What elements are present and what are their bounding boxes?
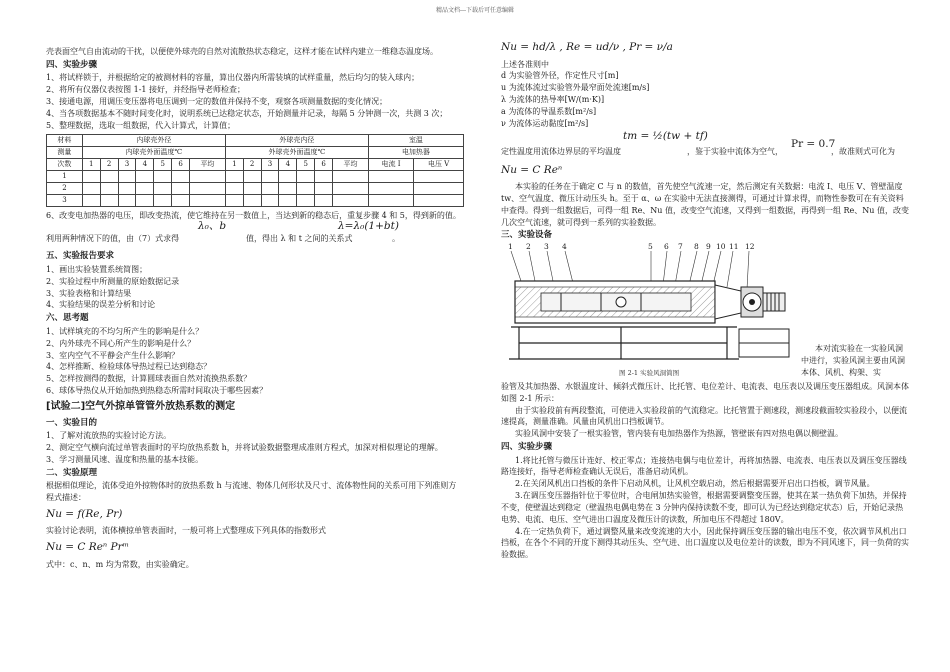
figure-area: [501, 243, 911, 381]
figure-label: 2: [526, 241, 531, 251]
tm-text-c: ，故准则式可化为: [831, 146, 895, 156]
table-cell: 6: [315, 158, 333, 170]
procedure-step: 2.在关闭风机出口挡板的条件下启动风机，让风机空载启动，然后根据需要开启出口挡板，调节风量。: [515, 479, 875, 489]
procedure-step: 1.将比托管与微压计连好、校正零点；连接热电偶与电位差计，再将加热器、电流表、电压表以及调压变压器线路连接好，指导老师检查确认无误后，准备启动风机。: [501, 455, 907, 477]
figure-label: 11: [729, 241, 739, 251]
table-cell: 3: [261, 158, 279, 170]
table-cell: 内球壳外径: [82, 134, 225, 146]
task-paragraph: 本实验的任务在于确定 C 与 n 的数值，首先使空气流速一定，然后测定有关数据：电流 I、电压 V、管壁温度 tw、空气温度、微压计动压头 h。至于 α、ω 在实验中无法直接测得，可通过计算求得，而物性参数可在有关资料中查得。得到一组数据后，可得一组 Re、Nu 值，改变空气流速，又得到一组数据，再得到一组 Re、Nu 值，改变几次空气流速，就可得到一系列的实验数据。: [501, 182, 909, 227]
table-row: [47, 182, 464, 194]
table-cell: 平均: [190, 158, 226, 170]
table-cell: 2: [243, 158, 261, 170]
table-cell: 4: [279, 158, 297, 170]
table-cell: 测量: [47, 146, 83, 158]
list-item: 4、怎样推断、检验球体导热过程已达到稳态？: [46, 362, 212, 372]
principle-paragraph: 根据相似理论，流体受迫外掠物体时的放热系数 h 与流速、物体几何形状及尺寸、流体物性间的关系可用下列准则方程式描述：: [46, 481, 457, 503]
formula-pr: Pr = 0.7: [791, 137, 836, 150]
table-cell: 外球壳外面温度℃: [225, 146, 368, 158]
list-item: 5、整理数据，选取一组数据，代入计算式，计算值；: [46, 120, 236, 130]
definition-line: λ 为流体的热导率[W/(m·K)]: [501, 95, 605, 105]
principle-paragraph-3: 式中：c、n、m 均为常数，由实验确定。: [46, 559, 194, 569]
definition-line: 上述各准则中: [501, 59, 549, 69]
relation-end: 。: [392, 234, 400, 244]
figure-label: 1: [508, 241, 513, 251]
list-item: 2、实验过程中所测量的原始数据记录: [46, 276, 180, 286]
table-cell: 内球壳外面温度℃: [82, 146, 225, 158]
table-cell: 2: [100, 158, 118, 170]
wind-tunnel-diagram: [501, 243, 801, 365]
figure-label: 8: [694, 241, 699, 251]
table-cell: 4: [136, 158, 154, 170]
section-heading-steps: 四、实验步骤: [46, 59, 98, 70]
page-header: 精品文档---下载后可任意编辑: [435, 7, 515, 14]
list-item: 1、了解对流放热的实验讨论方法。: [46, 431, 172, 441]
figure-label: 10: [716, 241, 726, 251]
figure-label: 12: [745, 241, 755, 251]
definition-line: d 为实验管外径，作定性尺寸[m]: [501, 71, 619, 81]
table-cell: 1: [225, 158, 243, 170]
table-row: [47, 170, 464, 182]
table-cell: 2: [47, 182, 83, 194]
table-cell: 电流 I: [368, 158, 413, 170]
table-cell: 室温: [368, 134, 463, 146]
section-heading-report: 五、实验报告要求: [46, 251, 115, 262]
section-heading-purpose: 一、实验目的: [46, 417, 98, 428]
experiment-two-title: [试验二]空气外掠单管管外放热系数的测定: [46, 400, 236, 412]
list-item: 2、测定空气横向流过单管表面时的平均放热系数 h，并将试验数据整理成准则方程式，加深对相似理论的理解。: [46, 443, 443, 453]
table-cell: 1: [47, 170, 83, 182]
principle-paragraph-2: 实验讨论表明，流体横掠单管表面时，一般可将上式整理成下列具体的指数形式: [46, 526, 326, 536]
table-cell: 电加热器: [368, 146, 463, 158]
section-heading-questions: 六、思考题: [46, 313, 89, 324]
formula-criteria: Nu = hd/λ , Re = ud/ν , Pr = ν/a: [501, 41, 673, 53]
figure-caption: 图 2-1 实验风洞简图: [619, 368, 680, 377]
measurement-table: [46, 134, 464, 207]
figure-label: 9: [706, 241, 711, 251]
list-item: 3、室内空气不平静会产生什么影响？: [46, 350, 180, 360]
table-cell: 3: [118, 158, 136, 170]
table-cell: 3: [47, 194, 83, 206]
list-item: 4、实验结果的误差分析和讨论: [46, 300, 156, 310]
definition-line: ν 为流体运动黏度[m²/s]: [501, 118, 589, 128]
table-cell: 次数: [47, 158, 83, 170]
relation-text-b: 值，得出 λ 和 t 之间的关系式: [246, 234, 353, 244]
formula-nu-c: Nu = C Reⁿ Prᵐ: [46, 541, 130, 554]
table-cell: 1: [82, 158, 100, 170]
list-item: 6、球体导热仪从开始加热到热稳态所需时间取决于哪些因素？: [46, 385, 268, 395]
relation-line: [46, 221, 464, 249]
list-item: 3、实验表格和计算结果: [46, 288, 132, 298]
equipment-paragraph-2: 由于实验段前有两段整流，可使进入实验段前的气流稳定。比托管置于测速段，测速段截面较实验段小，以便流速提高，测量准确。风量由风机出口挡板调节。: [501, 405, 907, 427]
equipment-paragraph: 验管及其加热器、水银温度计、倾斜式微压计、比托管、电位差计、电流表、电压表以及调压变压器组成。风洞本体如图 2-1 所示：: [501, 381, 909, 403]
list-item: 3、接通电源，用调压变压器将电压调到一定的数值并保持不变，观察各项测量数据的变化情况；: [46, 97, 388, 107]
figure-label: 3: [544, 241, 549, 251]
list-item: 3、学习测量风速、温度和热量的基本技能。: [46, 454, 204, 464]
procedure-step: 3.在调压变压器指针位于零位时，合电闸加热实验管，根据需要调整变压器，使其在某一热负荷下加热，并保持不变，使壁温达到稳定（壁温热电偶电势在 3 分钟内保持读数不变，即可认为已经达到稳定状态）后，开始记录热电势、电流、电压、空气进出口温度及微压计的读数，所加电压不得超过 180V。: [501, 491, 907, 524]
formula-nu-f: Nu = f(Re, Pr): [46, 507, 123, 520]
table-cell: 平均: [333, 158, 369, 170]
formula-tm: tm = ½(tw + tf): [623, 129, 708, 142]
right-column: [501, 40, 911, 561]
list-item: 2、将所有仪器仪表按图 1-1 接好，并经指导老师检查；: [46, 85, 246, 95]
lambda-formula: λ=λ₀(1+bt): [338, 220, 399, 233]
table-cell: 5: [154, 158, 172, 170]
table-row: [47, 194, 464, 206]
figure-label: 4: [562, 241, 567, 251]
figure-label: 7: [678, 241, 683, 251]
table-cell: 电压 V: [414, 158, 464, 170]
tm-text-a: 定性温度用流体边界层的平均温度: [501, 146, 621, 156]
step-six: 6、改变电加热器的电压，即改变热流，使它维持在另一数值上，当达到新的稳态后，重复步骤 4 和 5，得到新的值。: [46, 210, 461, 220]
equipment-paragraph-3: 实验风洞中安装了一根实验管，管内装有电加热器作为热源，管壁嵌有四对热电偶以侧壁温。: [515, 429, 843, 439]
list-item: 2、内外球壳不同心所产生的影响是什么？: [46, 338, 196, 348]
list-item: 1、画出实验装置系统简图；: [46, 264, 148, 274]
relation-text-a: 利用两种情况下的值，由（7）式求得: [46, 234, 180, 244]
lambda-b-symbol: λ₀、b: [198, 220, 227, 233]
section-heading-procedure: 四、实验步骤: [501, 442, 553, 453]
intro-paragraph: 壳表面空气自由流动的干扰，以便使外球壳的自然对流散热状态稳定，这样才能在试样内建立一维稳态温度场。: [46, 47, 438, 56]
figure-label: 5: [648, 241, 653, 251]
tm-text-b: ，鉴于实验中流体为空气，: [687, 146, 783, 156]
section-heading-principle: 二、实验原理: [46, 467, 98, 478]
tm-line: [501, 130, 911, 160]
definition-line: a 为流体的导温系数[m²/s]: [501, 106, 597, 116]
table-cell: 6: [172, 158, 190, 170]
figure-side-text: 本对流实验在一实验风洞中进行，实验风洞主要由风洞本体、风机、构架、实: [801, 343, 905, 377]
list-item: 1、将试样锁于，并根据给定的被测材料的容量，算出仪器内所需装填的试样重量，然后均匀的装入球内；: [46, 73, 420, 83]
formula-nu-re: Nu = C Reⁿ: [501, 163, 563, 176]
list-item: 5、怎样按测得的数据，计算圆球表面自然对流换热系数？: [46, 374, 252, 384]
section-heading-equipment: 三、实验设备: [501, 230, 553, 241]
table-cell: 外球壳内径: [225, 134, 368, 146]
figure-label: 6: [664, 241, 669, 251]
table-cell: 5: [297, 158, 315, 170]
list-item: 1、试样填充的不均匀所产生的影响是什么？: [46, 326, 204, 336]
list-item: 4、当各项数据基本不随时间变化时，说明系统已达稳定状态，开始测量并记录，每隔 5 分钟测一次，共测 3 次；: [46, 108, 448, 118]
table-cell: 材料: [47, 134, 83, 146]
left-column: [46, 46, 464, 571]
definition-line: u 为流体流过实验管外最窄面处流速[m/s]: [501, 83, 650, 93]
procedure-step: 4.在一定热负荷下，通过调整风量来改变流速的大小，因此保持调压变压器的输出电压不变，依次调节风机出口挡板，在各个不同的开度下测得其动压头、空气进、出口温度以及电位差计的读数，即为不同风速下，同一负荷的实验数据。: [501, 526, 909, 560]
